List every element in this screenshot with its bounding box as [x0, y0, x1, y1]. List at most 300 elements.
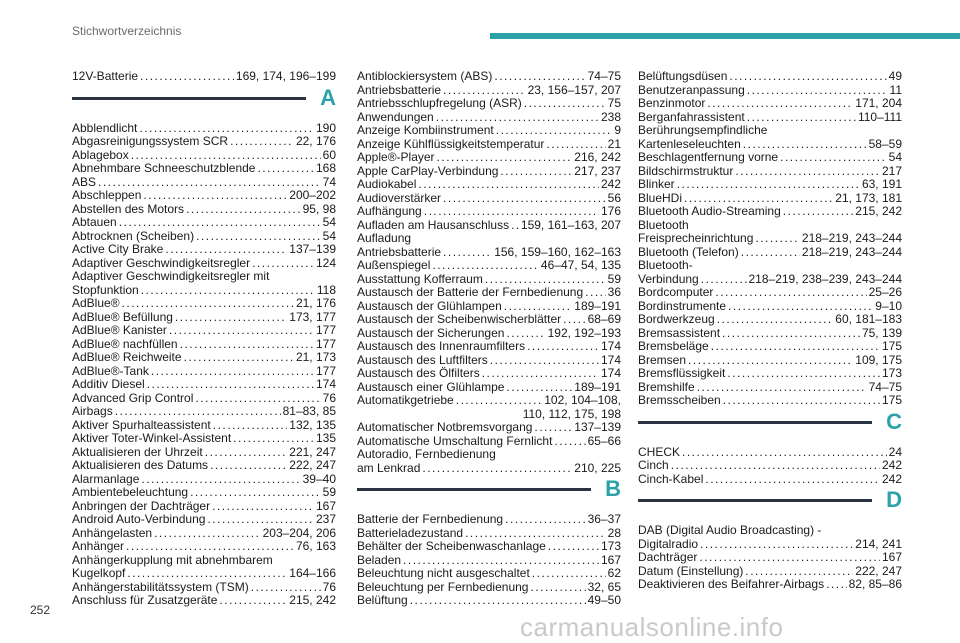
index-entry-term: Abblendlicht [72, 120, 138, 135]
leader-dots [251, 581, 321, 595]
index-entry-row [72, 473, 336, 487]
leader-dots [482, 367, 599, 381]
index-entry-pages: 135 [315, 431, 336, 445]
index-entry [72, 324, 336, 338]
leader-dots [175, 311, 287, 325]
index-entry [72, 243, 336, 257]
page-number: 252 [30, 603, 51, 617]
index-entry-term: Austausch der Sicherungen [357, 325, 505, 340]
index-entry-row [72, 122, 336, 136]
index-entry-pages: 218–219, 238–239, 243–244 [748, 271, 902, 286]
index-entry-term: Anhängerkupplung mit abnehmbarem [72, 552, 273, 567]
index-entry [72, 513, 336, 527]
index-entry-term: Austausch der Scheibenwischerblätter [357, 312, 562, 326]
index-entry [72, 419, 336, 433]
leader-dots [700, 538, 853, 552]
leader-dots [747, 84, 888, 98]
index-entry [638, 84, 902, 98]
index-entry-pages: 177 [315, 323, 336, 337]
index-entry-term: Bremsassistent [638, 325, 721, 340]
index-entry-pages: 21 [607, 136, 621, 151]
index-entry [72, 540, 336, 554]
index-entry-term: Automatische Umschaltung Fernlicht [357, 433, 553, 448]
index-entry-row [72, 338, 336, 352]
index-entry-pages: 11 [889, 82, 902, 97]
leader-dots [207, 513, 314, 527]
index-entry [638, 300, 902, 314]
index-entry-term: Cinch-Kabel [638, 471, 704, 486]
index-entry-pages: 175 [881, 393, 902, 407]
index-entry-term: Blinker [638, 177, 675, 191]
index-column-3 [638, 70, 902, 592]
index-entry-row [357, 84, 621, 98]
index-entry-term: Aktualisieren des Datums [72, 458, 209, 472]
index-entry-row [72, 203, 336, 217]
index-entry-pages: 174 [315, 377, 336, 391]
index-entry-row [638, 538, 902, 552]
index-entry-term: Ambientebeleuchtung [72, 485, 189, 499]
index-entry [357, 138, 621, 152]
leader-dots [147, 378, 314, 392]
index-entry-term: Dachträger [638, 550, 698, 564]
index-entry-term: Apple®-Player [357, 150, 435, 164]
index-entry-row [72, 540, 336, 554]
index-entry [638, 578, 902, 592]
index-entry-term: Aufladen am Hausanschluss [357, 217, 510, 232]
index-entry-pages: 9–10 [875, 298, 902, 313]
index-entry [72, 203, 336, 217]
index-entry-row [638, 473, 902, 487]
leader-dots [494, 70, 585, 84]
leader-dots [563, 313, 586, 327]
index-entry-pages: 68–69 [587, 312, 621, 326]
index-entry [72, 351, 336, 365]
index-entry [638, 178, 902, 192]
index-entry-term: Antiblockiersystem (ABS) [357, 69, 493, 83]
index-entry-pages: 173 [881, 366, 902, 380]
index-entry-term: Behälter der Scheibenwaschanlage [357, 539, 546, 553]
index-entry-pages: 54 [322, 228, 336, 243]
index-entry [357, 381, 621, 395]
index-entry-term: Abgasreinigungssystem SCR [72, 134, 229, 148]
index-entry-pages: 167 [315, 498, 336, 513]
index-entry-row [357, 554, 621, 568]
index-entry-term: Bremshilfe [638, 379, 695, 394]
leader-dots [504, 300, 573, 314]
letter-heading-char: D [886, 487, 902, 512]
index-entry-term: Deaktivieren des Beifahrer-Airbags [638, 577, 825, 591]
index-entry-term: Abstellen des Motors [72, 201, 185, 216]
leader-dots [723, 394, 880, 408]
index-entry-pages: 156, 159–160, 162–163 [494, 244, 621, 259]
index-entry-term: CHECK [638, 444, 681, 459]
index-entry-pages: 222, 247 [855, 563, 902, 578]
index-entry-row [72, 446, 336, 460]
index-entry-term: Audiokabel [357, 177, 417, 191]
leader-dots [783, 205, 854, 219]
index-entry-pages: 168 [315, 161, 336, 175]
index-entry-pages: 167 [881, 550, 902, 564]
index-entry [357, 421, 621, 435]
leader-dots [715, 286, 866, 300]
index-entry-term: Bluetooth Audio-Streaming [638, 204, 781, 218]
letter-heading [638, 487, 902, 521]
index-entry [638, 340, 902, 354]
index-entry-term: Außenspiegel [357, 258, 431, 272]
index-entry-term: Android Auto-Verbindung [72, 512, 206, 526]
index-entry-term: Automatischer Notbremsvorgang [357, 420, 533, 434]
letter-divider [357, 488, 591, 491]
index-entry [72, 527, 336, 541]
index-entry-row [72, 378, 336, 392]
index-entry-pages: 59 [322, 485, 336, 499]
index-entry-term: Beschlagentfernung vorne [638, 150, 779, 164]
index-entry [357, 205, 621, 219]
index-entry-pages: 22, 176 [295, 134, 336, 148]
leader-dots [210, 459, 287, 473]
index-entry-row [357, 313, 621, 327]
index-entry-pages: 173 [600, 539, 621, 553]
leader-dots [127, 567, 287, 581]
index-entry [72, 405, 336, 419]
index-entry-term: Airbags [72, 404, 113, 418]
index-entry-term: Adaptiver Geschwindigkeitsregler mit [72, 269, 270, 283]
leader-dots [677, 178, 860, 192]
leader-dots [424, 205, 599, 219]
letter-heading [638, 408, 902, 443]
index-entry-term: Anbringen der Dachträger [72, 498, 211, 513]
leader-dots [140, 70, 234, 84]
index-entry [638, 459, 902, 473]
index-entry-row [72, 351, 336, 365]
index-entry-pages: 218–219, 243–244 [801, 244, 902, 259]
index-entry [638, 259, 902, 286]
leader-dots [418, 178, 599, 192]
index-entry-term: AdBlue® nachfüllen [72, 336, 178, 351]
index-entry [638, 367, 902, 381]
watermark: carmanualsonline.info [520, 612, 784, 642]
leader-dots [701, 273, 747, 287]
leader-dots [745, 565, 853, 579]
index-entry-term: Abschleppen [72, 188, 142, 202]
index-entry-pages: 60 [322, 147, 336, 162]
leader-dots [780, 151, 887, 165]
index-entry [357, 219, 621, 233]
leader-dots [233, 432, 314, 446]
index-entry [357, 313, 621, 327]
index-entry-row [72, 297, 336, 311]
index-entry [638, 473, 902, 487]
index-entry-pages: 118 [316, 282, 336, 297]
index-entry-row [638, 327, 902, 341]
header-accent-bar [490, 33, 960, 39]
index-entry [357, 435, 621, 449]
index-entry-row [357, 138, 621, 152]
leader-dots [98, 176, 321, 190]
index-entry-row [72, 135, 336, 149]
index-entry-term: Aufladung [357, 231, 412, 245]
index-entry-row [72, 392, 336, 406]
index-entry-row [357, 111, 621, 125]
index-entry-pages: 167 [600, 552, 621, 567]
leader-dots [196, 230, 321, 244]
index-entry [357, 527, 621, 541]
leader-dots [139, 122, 314, 136]
leader-dots [747, 111, 856, 125]
index-entry-term: Anwendungen [357, 109, 434, 124]
index-entry-row [72, 500, 336, 514]
index-entry-pages: 217 [881, 163, 902, 178]
index-entry-row [72, 405, 336, 419]
index-entry-term: Bremsbeläge [638, 339, 709, 353]
index-entry-pages: 95, 98 [302, 201, 336, 216]
index-entry [357, 124, 621, 138]
index-entry-pages: 164–166 [289, 566, 336, 580]
index-entry-pages: 49 [888, 69, 902, 83]
index-entry-row [72, 243, 336, 257]
index-entry-row [357, 178, 621, 192]
index-entry-row [72, 459, 336, 473]
index-entry-row [72, 419, 336, 433]
leader-dots [500, 165, 572, 179]
index-entry-row [638, 138, 902, 152]
leader-dots [722, 327, 860, 341]
leader-dots [699, 551, 880, 565]
index-entry-row [72, 189, 336, 203]
index-entry [357, 165, 621, 179]
index-entry-row [72, 176, 336, 190]
index-entry-row [638, 300, 902, 314]
index-entry-term: Austausch des Ölfilters [357, 366, 480, 380]
index-entry-pages: 215, 242 [289, 593, 336, 607]
index-entry-row [72, 486, 336, 500]
index-entry-pages: 23, 156–157, 207 [527, 82, 621, 97]
index-entry-term: Aktiver Spurhalteassistent [72, 417, 211, 432]
letter-heading-char: B [605, 476, 621, 501]
leader-dots [727, 367, 880, 381]
index-entry-term: Austausch des Innenraumfilters [357, 339, 526, 353]
leader-dots [671, 459, 880, 473]
index-entry-term: Antriebsbatterie [357, 82, 442, 97]
index-entry [638, 354, 902, 368]
index-entry-term: Antriebsbatterie [357, 244, 442, 259]
index-entry [72, 189, 336, 203]
index-entry-term: Autoradio, Fernbedienung [357, 447, 496, 461]
leader-dots [436, 111, 599, 125]
index-entry-term: Abtrocknen (Scheiben) [72, 228, 195, 243]
index-entry-pages: 21, 176 [295, 296, 336, 310]
index-entry [72, 473, 336, 487]
letter-heading [72, 84, 336, 119]
index-entry [638, 246, 902, 260]
index-entry-pages: 46–47, 54, 135 [540, 258, 621, 272]
index-entry-term: Abtauen [72, 215, 117, 229]
index-entry-pages: 75, 139 [861, 325, 902, 340]
index-entry-pages: 242 [881, 458, 902, 472]
leader-dots [506, 381, 572, 395]
index-entry-row [72, 70, 336, 84]
index-entry [638, 165, 902, 179]
index-entry-pages: 21, 173 [295, 350, 336, 364]
index-entry [638, 524, 902, 551]
index-entry-term: Bremsen [638, 352, 687, 367]
letter-divider [72, 97, 306, 100]
letter-divider [638, 421, 872, 424]
index-entry [638, 205, 902, 219]
index-entry-term: Bremsscheiben [638, 393, 721, 407]
index-entry-pages: 192, 192–193 [547, 325, 621, 340]
index-entry-pages: 238 [600, 109, 621, 124]
index-entry-term: AdBlue®-Tank [72, 363, 149, 378]
index-entry [357, 448, 621, 475]
index-entry-pages: 82, 85–86 [848, 577, 902, 591]
leader-dots [688, 354, 853, 368]
index-entry-pages: 54 [888, 150, 902, 164]
leader-dots [490, 354, 599, 368]
index-entry-row [357, 540, 621, 554]
index-entry-term: Active City Brake [72, 242, 164, 256]
index-entry-pages: 9 [614, 123, 621, 137]
index-entry-row [357, 246, 621, 260]
index-entry-pages: 222, 247 [289, 458, 336, 472]
index-entry-term: Beladen [357, 552, 402, 567]
index-entry [357, 327, 621, 341]
index-entry-row [72, 149, 336, 163]
leader-dots [443, 84, 526, 98]
index-entry [357, 367, 621, 381]
index-entry-row [638, 459, 902, 473]
index-entry-row [72, 284, 336, 298]
letter-heading-char: C [886, 408, 902, 434]
index-entry-term: Audioverstärker [357, 190, 442, 205]
index-entry-row [638, 273, 902, 287]
index-entry-pages: 39–40 [302, 471, 336, 486]
index-entry-row [357, 421, 621, 435]
index-entry [357, 273, 621, 287]
index-entry-pages: 174 [600, 366, 621, 380]
index-entry-row [357, 70, 621, 84]
index-entry-row [638, 84, 902, 98]
index-entry-term: Digitalradio [638, 536, 699, 551]
index-entry-pages: 169, 174, 196–199 [235, 69, 336, 83]
leader-dots [524, 97, 606, 111]
leader-dots [190, 486, 321, 500]
index-entry [357, 111, 621, 125]
index-entry [357, 97, 621, 111]
index-entry [638, 565, 902, 579]
index-entry [357, 354, 621, 368]
index-entry-pages: 76, 163 [295, 539, 336, 553]
index-entry-pages: 217, 237 [574, 163, 621, 178]
leader-dots [212, 500, 314, 514]
index-entry-pages: 159, 161–163, 207 [520, 217, 621, 232]
index-entry-pages: 210, 225 [574, 460, 621, 475]
leader-dots [257, 162, 314, 176]
index-entry-term: Austausch einer Glühlampe [357, 379, 505, 394]
leader-dots [410, 594, 586, 608]
index-entry-pages: 24 [888, 444, 902, 459]
index-entry-term: Cinch [638, 458, 669, 472]
index-entry-term: Bordwerkzeug [638, 312, 715, 326]
index-entry-row [357, 192, 621, 206]
index-entry [72, 594, 336, 608]
leader-dots [465, 527, 606, 541]
index-entry-term: Berganfahrassistent [638, 109, 745, 124]
leader-dots [115, 405, 281, 419]
leader-dots [252, 257, 314, 271]
leader-dots [711, 340, 880, 354]
index-entry [357, 581, 621, 595]
index-entry-pages: 109, 175 [855, 352, 902, 367]
index-entry [72, 365, 336, 379]
leader-dots [195, 392, 320, 406]
leader-dots [151, 365, 314, 379]
index-entry [638, 327, 902, 341]
index-entry-pages: 176 [600, 204, 621, 218]
leader-dots [131, 149, 321, 163]
index-entry-row [638, 232, 902, 246]
index-entry-term: Anhängerstabilitätssystem (TSM) [72, 579, 249, 594]
index-entry-pages: 74–75 [868, 379, 902, 394]
index-entry-row [357, 462, 621, 476]
index-entry-pages: 189–191 [574, 379, 621, 394]
index-entry-term: Austausch der Batterie der Fernbedienung [357, 285, 584, 299]
index-entry [72, 432, 336, 446]
index-entry-row [638, 151, 902, 165]
index-entry-row [357, 567, 621, 581]
index-entry-row [357, 300, 621, 314]
leader-dots [443, 192, 606, 206]
index-entry-row [638, 165, 902, 179]
index-entry-term: Belüftungsdüsen [638, 69, 728, 83]
index-entry-row [72, 257, 336, 271]
index-entry-row [357, 259, 621, 273]
index-entry-term: Adaptiver Geschwindigkeitsregler [72, 255, 251, 270]
index-entry-row [357, 513, 621, 527]
index-entry-pages: 56 [607, 190, 621, 205]
index-entry-pages: 132, 135 [289, 417, 336, 432]
index-entry-row [357, 151, 621, 165]
leader-dots [527, 340, 599, 354]
index-entry [72, 338, 336, 352]
leader-dots [826, 578, 847, 592]
leader-dots [141, 473, 300, 487]
index-entry-term: Anhänger [72, 539, 125, 553]
leader-dots [230, 135, 294, 149]
index-entry-row [638, 70, 902, 84]
index-entry-term: DAB (Digital Audio Broadcasting) - [638, 523, 822, 537]
leader-dots [422, 462, 572, 476]
leader-dots [741, 246, 800, 260]
leader-dots [186, 203, 301, 217]
index-entry-term: Bremsflüssigkeit [638, 366, 726, 380]
leader-dots [122, 297, 294, 311]
index-entry [357, 192, 621, 206]
index-entry-pages: 171, 204 [855, 96, 902, 110]
leader-dots [534, 421, 572, 435]
index-entry-row [72, 230, 336, 244]
index-entry-row [72, 216, 336, 230]
index-entry [638, 70, 902, 84]
index-entry [357, 567, 621, 581]
index-entry-pages: 81–83, 85 [282, 404, 336, 418]
index-entry-row [638, 394, 902, 408]
index-entry-term: Belüftung [357, 593, 408, 607]
index-entry-pages: 28 [607, 525, 621, 540]
index-entry [72, 554, 336, 581]
index-entry-term: Anzeige Kombiinstrument [357, 123, 494, 137]
index-entry-term: Austausch der Glühlampen [357, 298, 502, 313]
